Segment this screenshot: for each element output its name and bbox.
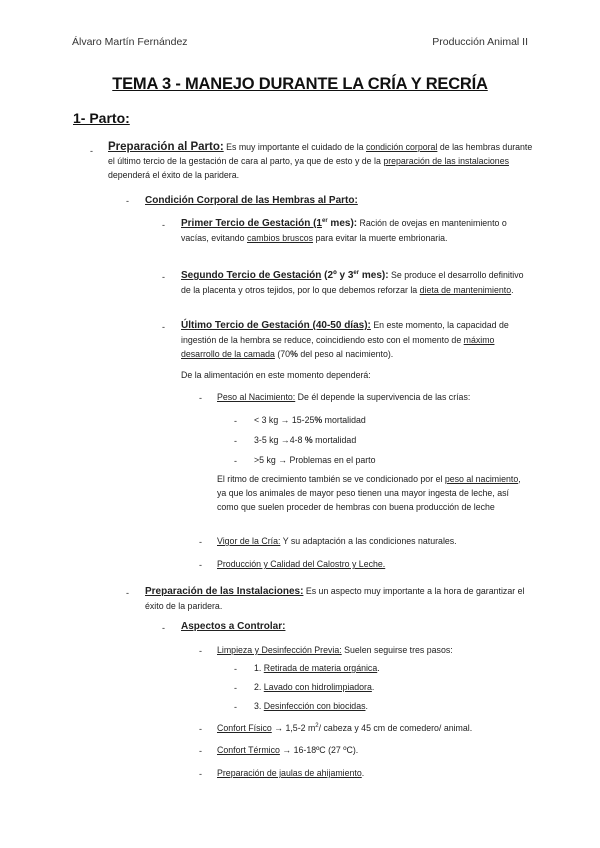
prep-parto-paragraph: Preparación al Parto: Es muy importante el cuidado de la condición corporal de las hembras durante el último tercio de la gestación de cara al parto, ya que de esto y de la preparación de las instalaciones dependerá el éxito de la paridera. — [108, 141, 533, 180]
arrow-icon: → — [278, 455, 288, 465]
bullet-dash: - — [126, 196, 129, 206]
confort-termico-item: Confort Térmico → 16-18ºC (27 ºC). — [217, 745, 359, 755]
arrow-icon: → — [280, 415, 290, 425]
arrow-icon: → — [280, 435, 290, 445]
mortalidad-item: 3-5 kg →4-8 % mortalidad — [254, 435, 357, 445]
jaulas-item: Preparación de jaulas de ahijamiento. — [217, 768, 365, 778]
vigor-cria-item: Vigor de la Cría: Y su adaptación a las condiciones naturales. — [217, 536, 457, 546]
confort-fisico-item: Confort Físico → 1,5-2 $m^2/$ cabeza y 45 cm de comedero/ animal. — [217, 723, 473, 733]
bullet-dash: - — [234, 416, 237, 426]
arrow-icon: → — [274, 723, 284, 733]
primer-tercio-paragraph: Primer Tercio de Gestación (1er mes): Ración de ovejas en mantenimiento o vacías, evitando cambios bruscos para evitar la muerte embrionaria. — [181, 218, 507, 243]
aspectos-heading: Aspectos a Controlar: — [181, 621, 286, 632]
bullet-dash: - — [234, 436, 237, 446]
bullet-dash: - — [199, 769, 202, 779]
ultimo-tercio-paragraph: Último Tercio de Gestación (40-50 días): En este momento, la capacidad de ingestión de la hembra se reduce, coincidiendo esto con el momento de máximo desarrollo de la camada (70% del peso al nacimiento). — [181, 320, 509, 359]
mortalidad-item: < 3 kg → 15-25% mortalidad — [254, 415, 366, 425]
bullet-dash: - — [199, 537, 202, 547]
section-heading: 1- Parto: — [73, 110, 130, 126]
limpieza-item: Limpieza y Desinfección Previa: Suelen seguirse tres pasos: — [217, 645, 453, 655]
segundo-tercio-paragraph: Segundo Tercio de Gestación (2º y 3er mes): Se produce el desarrollo definitivo de la placenta y otros tejidos, por lo que debemos reforzar la dieta de mantenimiento. — [181, 270, 524, 295]
bullet-dash: - — [199, 646, 202, 656]
bullet-dash: - — [162, 322, 165, 332]
prep-instalaciones-paragraph: Preparación de las Instalaciones: Es un aspecto muy importante a la hora de garantizar el éxito de la paridera. — [145, 586, 525, 611]
calostro-item: Producción y Calidad del Calostro y Leche. — [217, 559, 386, 569]
mortalidad-item: >5 kg → Problemas en el parto — [254, 455, 376, 465]
bullet-dash: - — [234, 456, 237, 466]
bullet-dash: - — [162, 272, 165, 282]
arrow-icon: → — [282, 745, 292, 755]
bullet-dash: - — [199, 560, 202, 570]
paso-item: 3. Desinfección con biocidas. — [254, 701, 368, 711]
bullet-dash: - — [234, 664, 237, 674]
bullet-dash: - — [199, 393, 202, 403]
bullet-dash: - — [162, 623, 165, 633]
bullet-dash: - — [234, 683, 237, 693]
paso-item: 2. Lavado con hidrolimpiadora. — [254, 682, 375, 692]
header-author: Álvaro Martín Fernández — [72, 36, 188, 48]
peso-nacimiento-item: Peso al Nacimiento: De él depende la supervivencia de las crías: — [217, 392, 471, 402]
condicion-heading: Condición Corporal de las Hembras al Parto: — [145, 195, 358, 206]
document-title: TEMA 3 - MANEJO DURANTE LA CRÍA Y RECRÍA — [112, 75, 488, 93]
bullet-dash: - — [234, 702, 237, 712]
paso-item: 1. Retirada de materia orgánica. — [254, 663, 380, 673]
bullet-dash: - — [162, 220, 165, 230]
bullet-dash: - — [126, 588, 129, 598]
bullet-dash: - — [199, 746, 202, 756]
prep-parto-label: Preparación al Parto: — [108, 141, 224, 153]
header-course: Producción Animal II — [432, 36, 528, 48]
alimentacion-text: De la alimentación en este momento dependerá: — [181, 370, 371, 380]
ritmo-crecimiento-paragraph: El ritmo de crecimiento también se ve condicionado por el peso al nacimiento, ya que los animales de mayor peso tienen una mayor ingesta de leche, así como que suelen proceder de hembras con buena producción de leche — [217, 474, 521, 512]
bullet-dash: - — [90, 146, 93, 156]
bullet-dash: - — [199, 724, 202, 734]
